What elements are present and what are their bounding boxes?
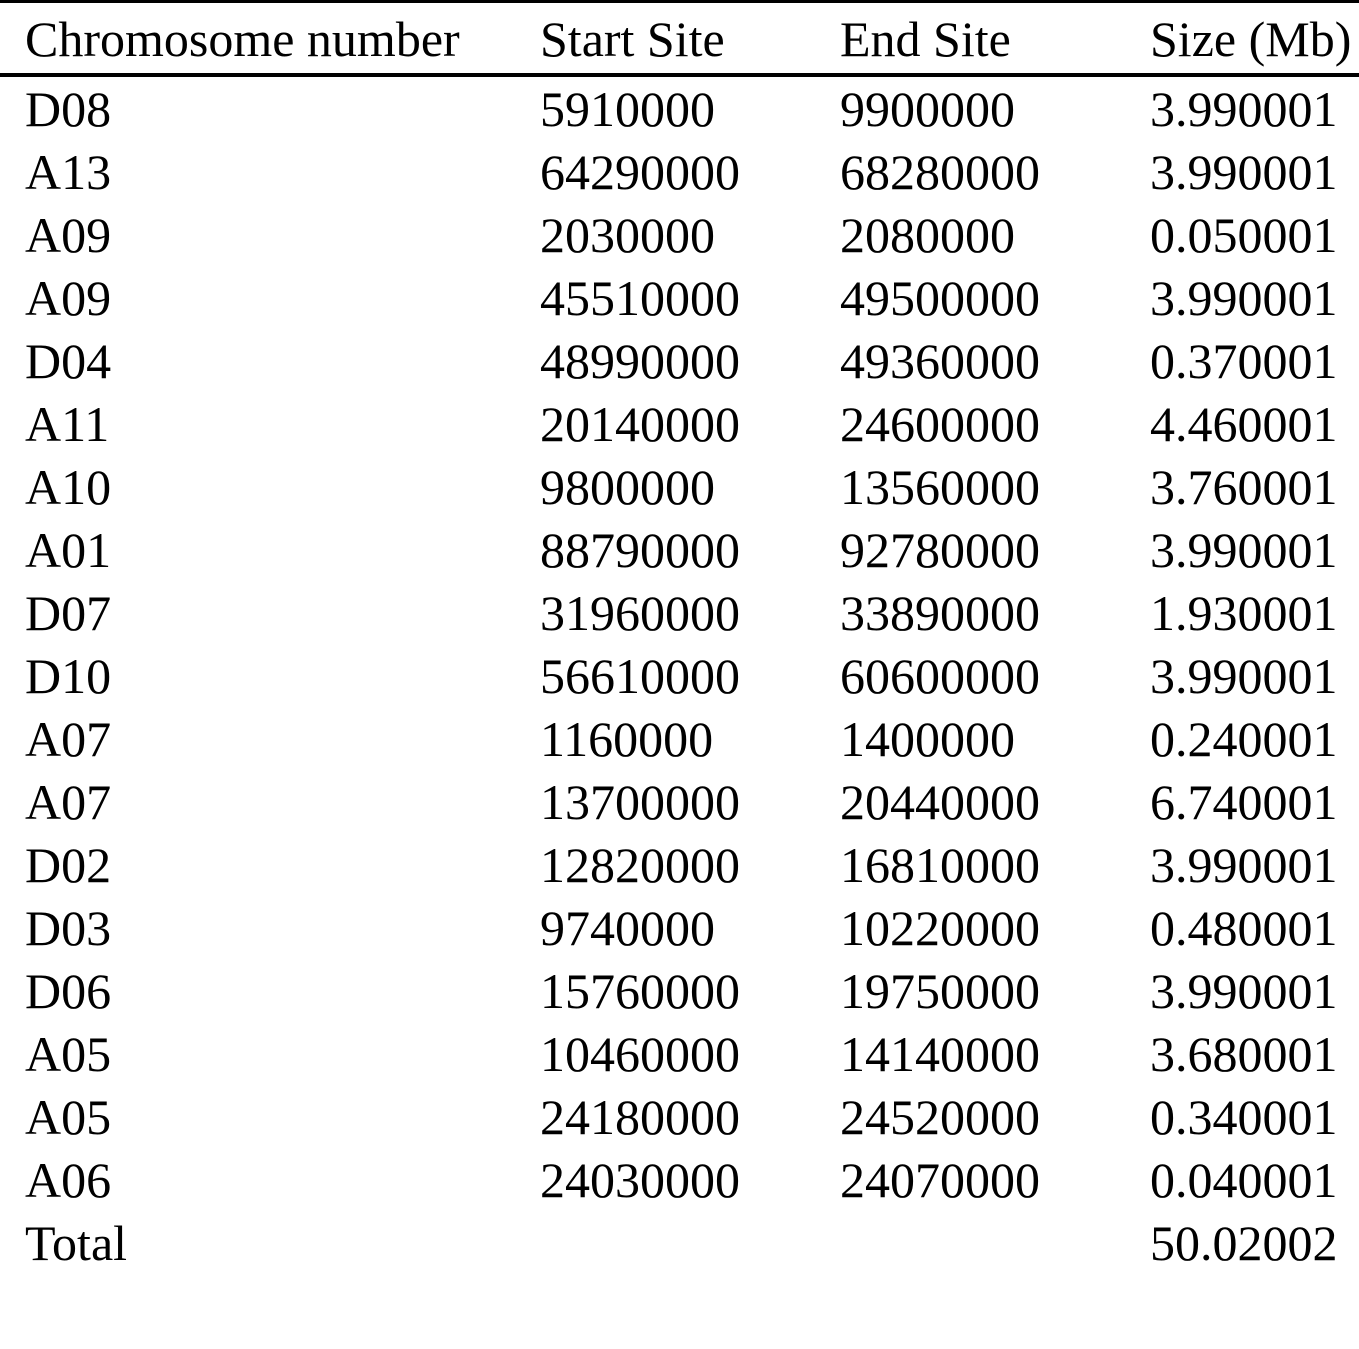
table-row xyxy=(0,329,1359,392)
cell-size-mb: 3.760001 xyxy=(1150,459,1338,515)
table-row xyxy=(0,707,1359,770)
cell-start-site: 9740000 xyxy=(540,900,715,956)
cell-chromosome-number: A07 xyxy=(25,774,112,830)
cell-end-site: 2080000 xyxy=(840,207,1015,263)
table-row xyxy=(0,833,1359,896)
table-row xyxy=(0,1085,1359,1148)
cell-start-site: 24030000 xyxy=(540,1152,740,1208)
cell-end-site: 49500000 xyxy=(840,270,1040,326)
cell-chromosome-number: A07 xyxy=(25,711,112,767)
cell-size-mb: 1.930001 xyxy=(1150,585,1338,641)
cell-chromosome-number: A13 xyxy=(25,144,112,200)
cell-start-site: 1160000 xyxy=(540,711,714,767)
cell-chromosome-number: D06 xyxy=(25,963,112,1019)
cell-chromosome-number: D07 xyxy=(25,585,112,641)
cell-end-site: 13560000 xyxy=(840,459,1040,515)
cell-size-mb: 3.990001 xyxy=(1150,522,1338,578)
cell-end-site: 24600000 xyxy=(840,396,1040,452)
cell-end-site: 33890000 xyxy=(840,585,1040,641)
cell-end-site: 92780000 xyxy=(840,522,1040,578)
cell-end-site: 49360000 xyxy=(840,333,1040,389)
cell-end-site: 19750000 xyxy=(840,963,1040,1019)
table-row xyxy=(0,392,1359,455)
cell-start-site: 15760000 xyxy=(540,963,740,1019)
cell-size-mb: 4.460001 xyxy=(1150,396,1338,452)
cell-start-site: 2030000 xyxy=(540,207,715,263)
header-end-site: End Site xyxy=(840,2,1150,76)
cell-chromosome-number: D02 xyxy=(25,837,112,893)
total-row xyxy=(0,1211,1359,1274)
cell-end-site: 10220000 xyxy=(840,900,1040,956)
cell-size-mb: 0.050001 xyxy=(1150,207,1338,263)
cell-size-mb: 0.370001 xyxy=(1150,333,1338,389)
cell-size-mb: 0.040001 xyxy=(1150,1152,1338,1208)
cell-chromosome-number: A05 xyxy=(25,1026,112,1082)
header-start-site: Start Site xyxy=(540,2,840,76)
cell-end-site: 16810000 xyxy=(840,837,1040,893)
cell-chromosome-number: D10 xyxy=(25,648,112,704)
cell-end-site: 14140000 xyxy=(840,1026,1040,1082)
table-body xyxy=(0,75,1359,1274)
cell-chromosome-number: A09 xyxy=(25,270,112,326)
table-row xyxy=(0,959,1359,1022)
cell-end-site xyxy=(840,1211,1150,1274)
header-row xyxy=(0,2,1359,76)
table-row xyxy=(0,1148,1359,1211)
cell-end-site: 24520000 xyxy=(840,1089,1040,1145)
cell-end-site: 1400000 xyxy=(840,711,1015,767)
cell-size-mb: 0.480001 xyxy=(1150,900,1338,956)
table-row xyxy=(0,455,1359,518)
cell-chromosome-number: D03 xyxy=(25,900,112,956)
cell-size-mb: 6.740001 xyxy=(1150,774,1338,830)
cell-start-site: 5910000 xyxy=(540,81,715,137)
cell-start-site: 48990000 xyxy=(540,333,740,389)
header-size-mb: Size (Mb) xyxy=(1150,2,1359,76)
cell-chromosome-number: D04 xyxy=(25,333,112,389)
cell-chromosome-number: A11 xyxy=(25,396,110,452)
cell-size-mb: 3.990001 xyxy=(1150,837,1338,893)
cell-start-site: 56610000 xyxy=(540,648,740,704)
cell-start-site: 9800000 xyxy=(540,459,715,515)
cell-size-mb: 3.990001 xyxy=(1150,648,1338,704)
cell-chromosome-number: Total xyxy=(25,1215,128,1271)
cell-start-site: 88790000 xyxy=(540,522,740,578)
cell-start-site: 45510000 xyxy=(540,270,740,326)
cell-size-mb: 50.02002 xyxy=(1150,1215,1338,1271)
table-row xyxy=(0,75,1359,140)
table-row xyxy=(0,140,1359,203)
cell-end-site: 20440000 xyxy=(840,774,1040,830)
cell-end-site: 24070000 xyxy=(840,1152,1040,1208)
cell-start-site: 20140000 xyxy=(540,396,740,452)
cell-start-site: 64290000 xyxy=(540,144,740,200)
cell-chromosome-number: D08 xyxy=(25,81,112,137)
cell-chromosome-number: A01 xyxy=(25,522,112,578)
cell-chromosome-number: A10 xyxy=(25,459,112,515)
cell-end-site: 68280000 xyxy=(840,144,1040,200)
table-row xyxy=(0,518,1359,581)
cell-start-site: 10460000 xyxy=(540,1026,740,1082)
table-row xyxy=(0,770,1359,833)
cell-size-mb: 0.240001 xyxy=(1150,711,1338,767)
table-row xyxy=(0,896,1359,959)
cell-chromosome-number: A06 xyxy=(25,1152,112,1208)
cell-size-mb: 3.990001 xyxy=(1150,144,1338,200)
table-row xyxy=(0,644,1359,707)
table-row xyxy=(0,1022,1359,1085)
cell-start-site: 24180000 xyxy=(540,1089,740,1145)
header-chromosome-number: Chromosome number xyxy=(0,2,540,76)
table-row xyxy=(0,266,1359,329)
cell-end-site: 9900000 xyxy=(840,81,1015,137)
cell-end-site: 60600000 xyxy=(840,648,1040,704)
cell-start-site: 31960000 xyxy=(540,585,740,641)
cell-start-site xyxy=(540,1211,840,1274)
cell-size-mb: 3.990001 xyxy=(1150,270,1338,326)
cell-start-site: 12820000 xyxy=(540,837,740,893)
table-row xyxy=(0,203,1359,266)
cell-start-site: 13700000 xyxy=(540,774,740,830)
cell-chromosome-number: A05 xyxy=(25,1089,112,1145)
cell-size-mb: 0.340001 xyxy=(1150,1089,1338,1145)
table-row xyxy=(0,581,1359,644)
cell-size-mb: 3.990001 xyxy=(1150,963,1338,1019)
table-header xyxy=(0,2,1359,76)
cell-size-mb: 3.990001 xyxy=(1150,81,1338,137)
cell-chromosome-number: A09 xyxy=(25,207,112,263)
cell-size-mb: 3.680001 xyxy=(1150,1026,1338,1082)
